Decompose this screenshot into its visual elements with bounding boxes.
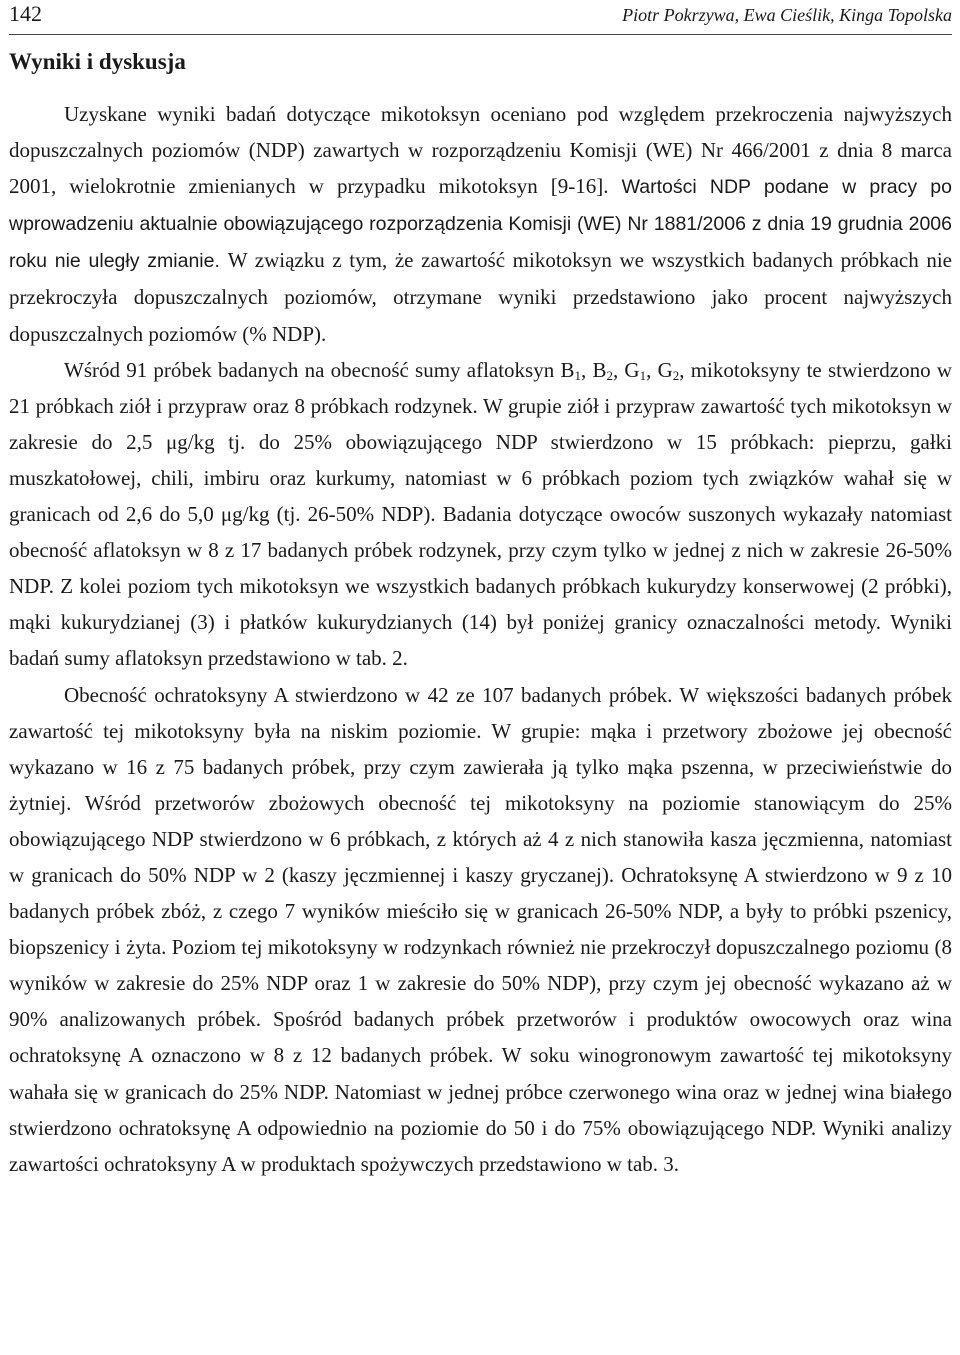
paragraph-2-part-b: , B [580, 357, 607, 382]
subscript-g1: 1 [639, 367, 647, 383]
subscript-g2: 2 [672, 367, 680, 383]
paragraph-2-part-e: , mikotoksyny te stwierdzono w 21 próbkach ziół i przypraw oraz 8 próbkach rodzynek. W grupie ziół i przypraw zawartość tych mikotoksyn w zakresie do 2,5 μg/kg tj. do 25% obowiązującego NDP stwierdzono w 15 próbkach: pieprzu, gałki muszkatołowej, chili, imbiru oraz kurkumy, natomiast w 6 próbkach poziom tych związków wahał się w granicach od 2,6 do 5,0 μg/kg (tj. 26-50% NDP). Badania dotyczące owoców suszonych wykazały natomiast obecność aflatoksyn w 8 z 17 badanych próbek rodzynek, przy czym tylko w jednej z nich w zakresie 26-50% NDP. Z kolei poziom tych mikotoksyn we wszystkich badanych próbkach kukurydzy konserwowej (2 próbki), mąki kukurydzianej (3) i płatków kukurydzianych (14) był poniżej granicy oznaczalności metody. Wyniki badań sumy aflatoksyn przedstawiono w tab. 2. [9, 357, 952, 671]
paragraph-2-part-a: Wśród 91 próbek badanych na obecność sumy aflatoksyn B [64, 357, 575, 382]
paragraph-1-part-c: W związku z tym, że zawartość mikotoksyn we wszystkich badanych próbkach nie przekroczyła dopuszczalnych poziomów, otrzymane wyniki przedstawiono jako procent najwyższych dopuszczalnych poziomów (% NDP). [9, 248, 952, 346]
subscript-b2: 2 [606, 367, 613, 383]
paragraph-1-part-b: Wartości NDP podane w pracy po wprowadzeniu aktualnie obowiązującego rozporządzenia Komisji (WE) Nr 1881/2006 z dnia 19 grudnia 2006 roku nie uległy zmianie. [9, 176, 952, 273]
paragraph-3: Obecność ochratoksyny A stwierdzono w 42 ze 107 badanych próbek. W większości badanych próbek zawartość tej mikotoksyny była na niskim poziomie. W grupie: mąka i przetwory zbożowe jej obecność wykazano w 16 z 75 badanych próbek, przy czym zawierała ją tylko mąka pszenna, w przeciwieństwie do żytniej. Wśród przetworów zbożowych obecność tej mikotoksyny na poziomie stanowiącym do 25% obowiązującego NDP stwierdzono w 6 próbkach, z których aż 4 z nich stanowiła kasza jęczmienna, natomiast w granicach do 50% NDP w 2 (kaszy jęczmiennej i kaszy gryczanej). Ochratoksynę A stwierdzono w 9 z 10 badanych próbek zbóż, z czego 7 wyników mieściło się w granicach 26-50% NDP, a były to próbki pszenicy, biopszenicy i żyta. Poziom tej mikotoksyny w rodzynkach również nie przekroczył dopuszczalnego poziomu (8 wyników w zakresie do 25% NDP oraz 1 w zakresie do 50% NDP), przy czym jej obecność wykazano aż w 90% analizowanych próbek. Spośród badanych próbek przetworów i produktów owocowych oraz wina ochratoksynę A oznaczono w 8 z 12 badanych próbek. W soku winogronowym zawartość tej mikotoksyny wahała się w granicach do 25% NDP. Natomiast w jednej próbce czerwonego wina oraz w jednej wina białego stwierdzono ochratoksynę A odpowiednio na poziomie do 50 i do 75% obowiązującego NDP. Wyniki analizy zawartości ochratoksyny A w produktach spożywczych przedstawiono w tab. 3. [9, 682, 952, 1176]
body-text [9, 96, 952, 1182]
document-page [9, 0, 952, 1182]
running-header [9, 0, 952, 35]
paragraph-2-part-d: , G [646, 357, 673, 382]
paragraph-2-part-c: , G [612, 357, 640, 382]
paragraph-2 [9, 352, 952, 677]
page-number: 142 [9, 1, 42, 26]
subscript-b1: 1 [574, 367, 581, 383]
section-heading: Wyniki i dyskusja [9, 49, 186, 74]
paragraph-1-part-a: Uzyskane wyniki badań dotyczące mikotoksyn oceniano pod względem przekroczenia najwyższych dopuszczalnych poziomów (NDP) zawartych w rozporządzeniu Komisji (WE) Nr 466/2001 z dnia 8 marca 2001, wielokrotnie zmienianych w przypadku mikotoksyn [9-16]. [9, 102, 952, 199]
paragraph-1 [9, 96, 952, 352]
running-authors: Piotr Pokrzywa, Ewa Cieślik, Kinga Topolska [622, 5, 952, 25]
